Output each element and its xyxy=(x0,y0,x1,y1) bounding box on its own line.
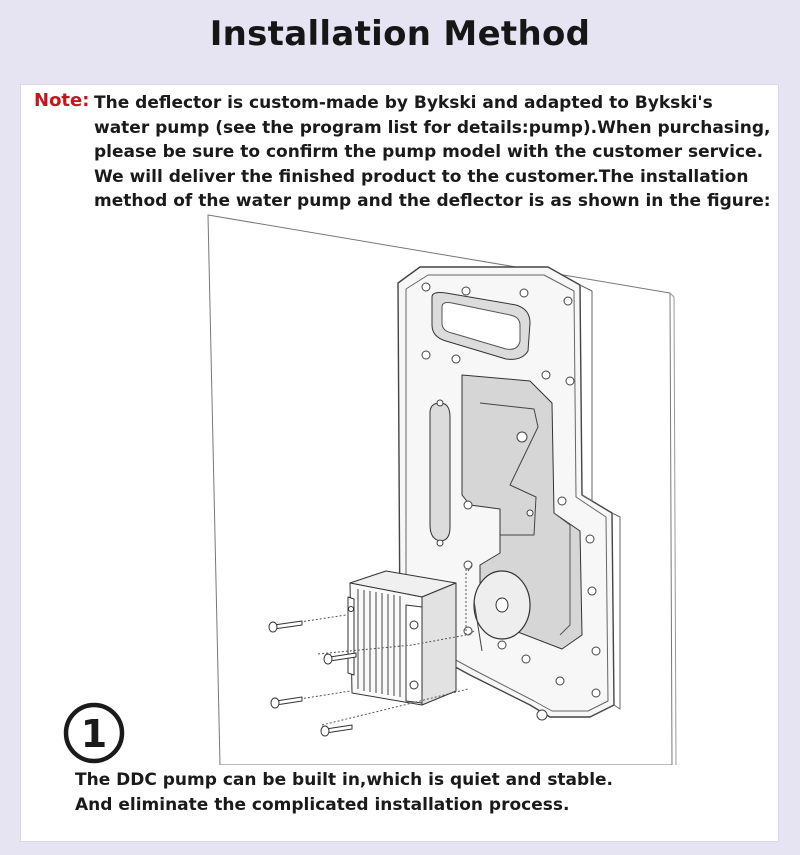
step-caption xyxy=(75,768,613,817)
caption-line: And eliminate the complicated installation process. xyxy=(75,794,570,815)
page-title: Installation Method xyxy=(209,14,591,54)
ddc-pump xyxy=(348,571,456,705)
note-line: The deflector is custom-made by Bykski and adapted to Bykski's xyxy=(94,93,713,113)
pump-deflector-illustration xyxy=(150,205,710,765)
left-channel xyxy=(430,403,450,541)
note-label: Note: xyxy=(34,90,90,111)
note-text xyxy=(94,91,771,214)
step-number-badge xyxy=(62,701,126,765)
note-line: please be sure to confirm the pump model with the customer service. xyxy=(94,142,764,162)
note-line: method of the water pump and the deflector is as shown in the figure: xyxy=(94,191,771,211)
note-line: We will deliver the finished product to the customer.The installation xyxy=(94,166,749,187)
note-line: water pump (see the program list for details:pump).When purchasing, xyxy=(94,117,771,138)
step-number: 1 xyxy=(80,712,108,756)
caption-line: The DDC pump can be built in,which is quiet and stable. xyxy=(75,770,614,790)
